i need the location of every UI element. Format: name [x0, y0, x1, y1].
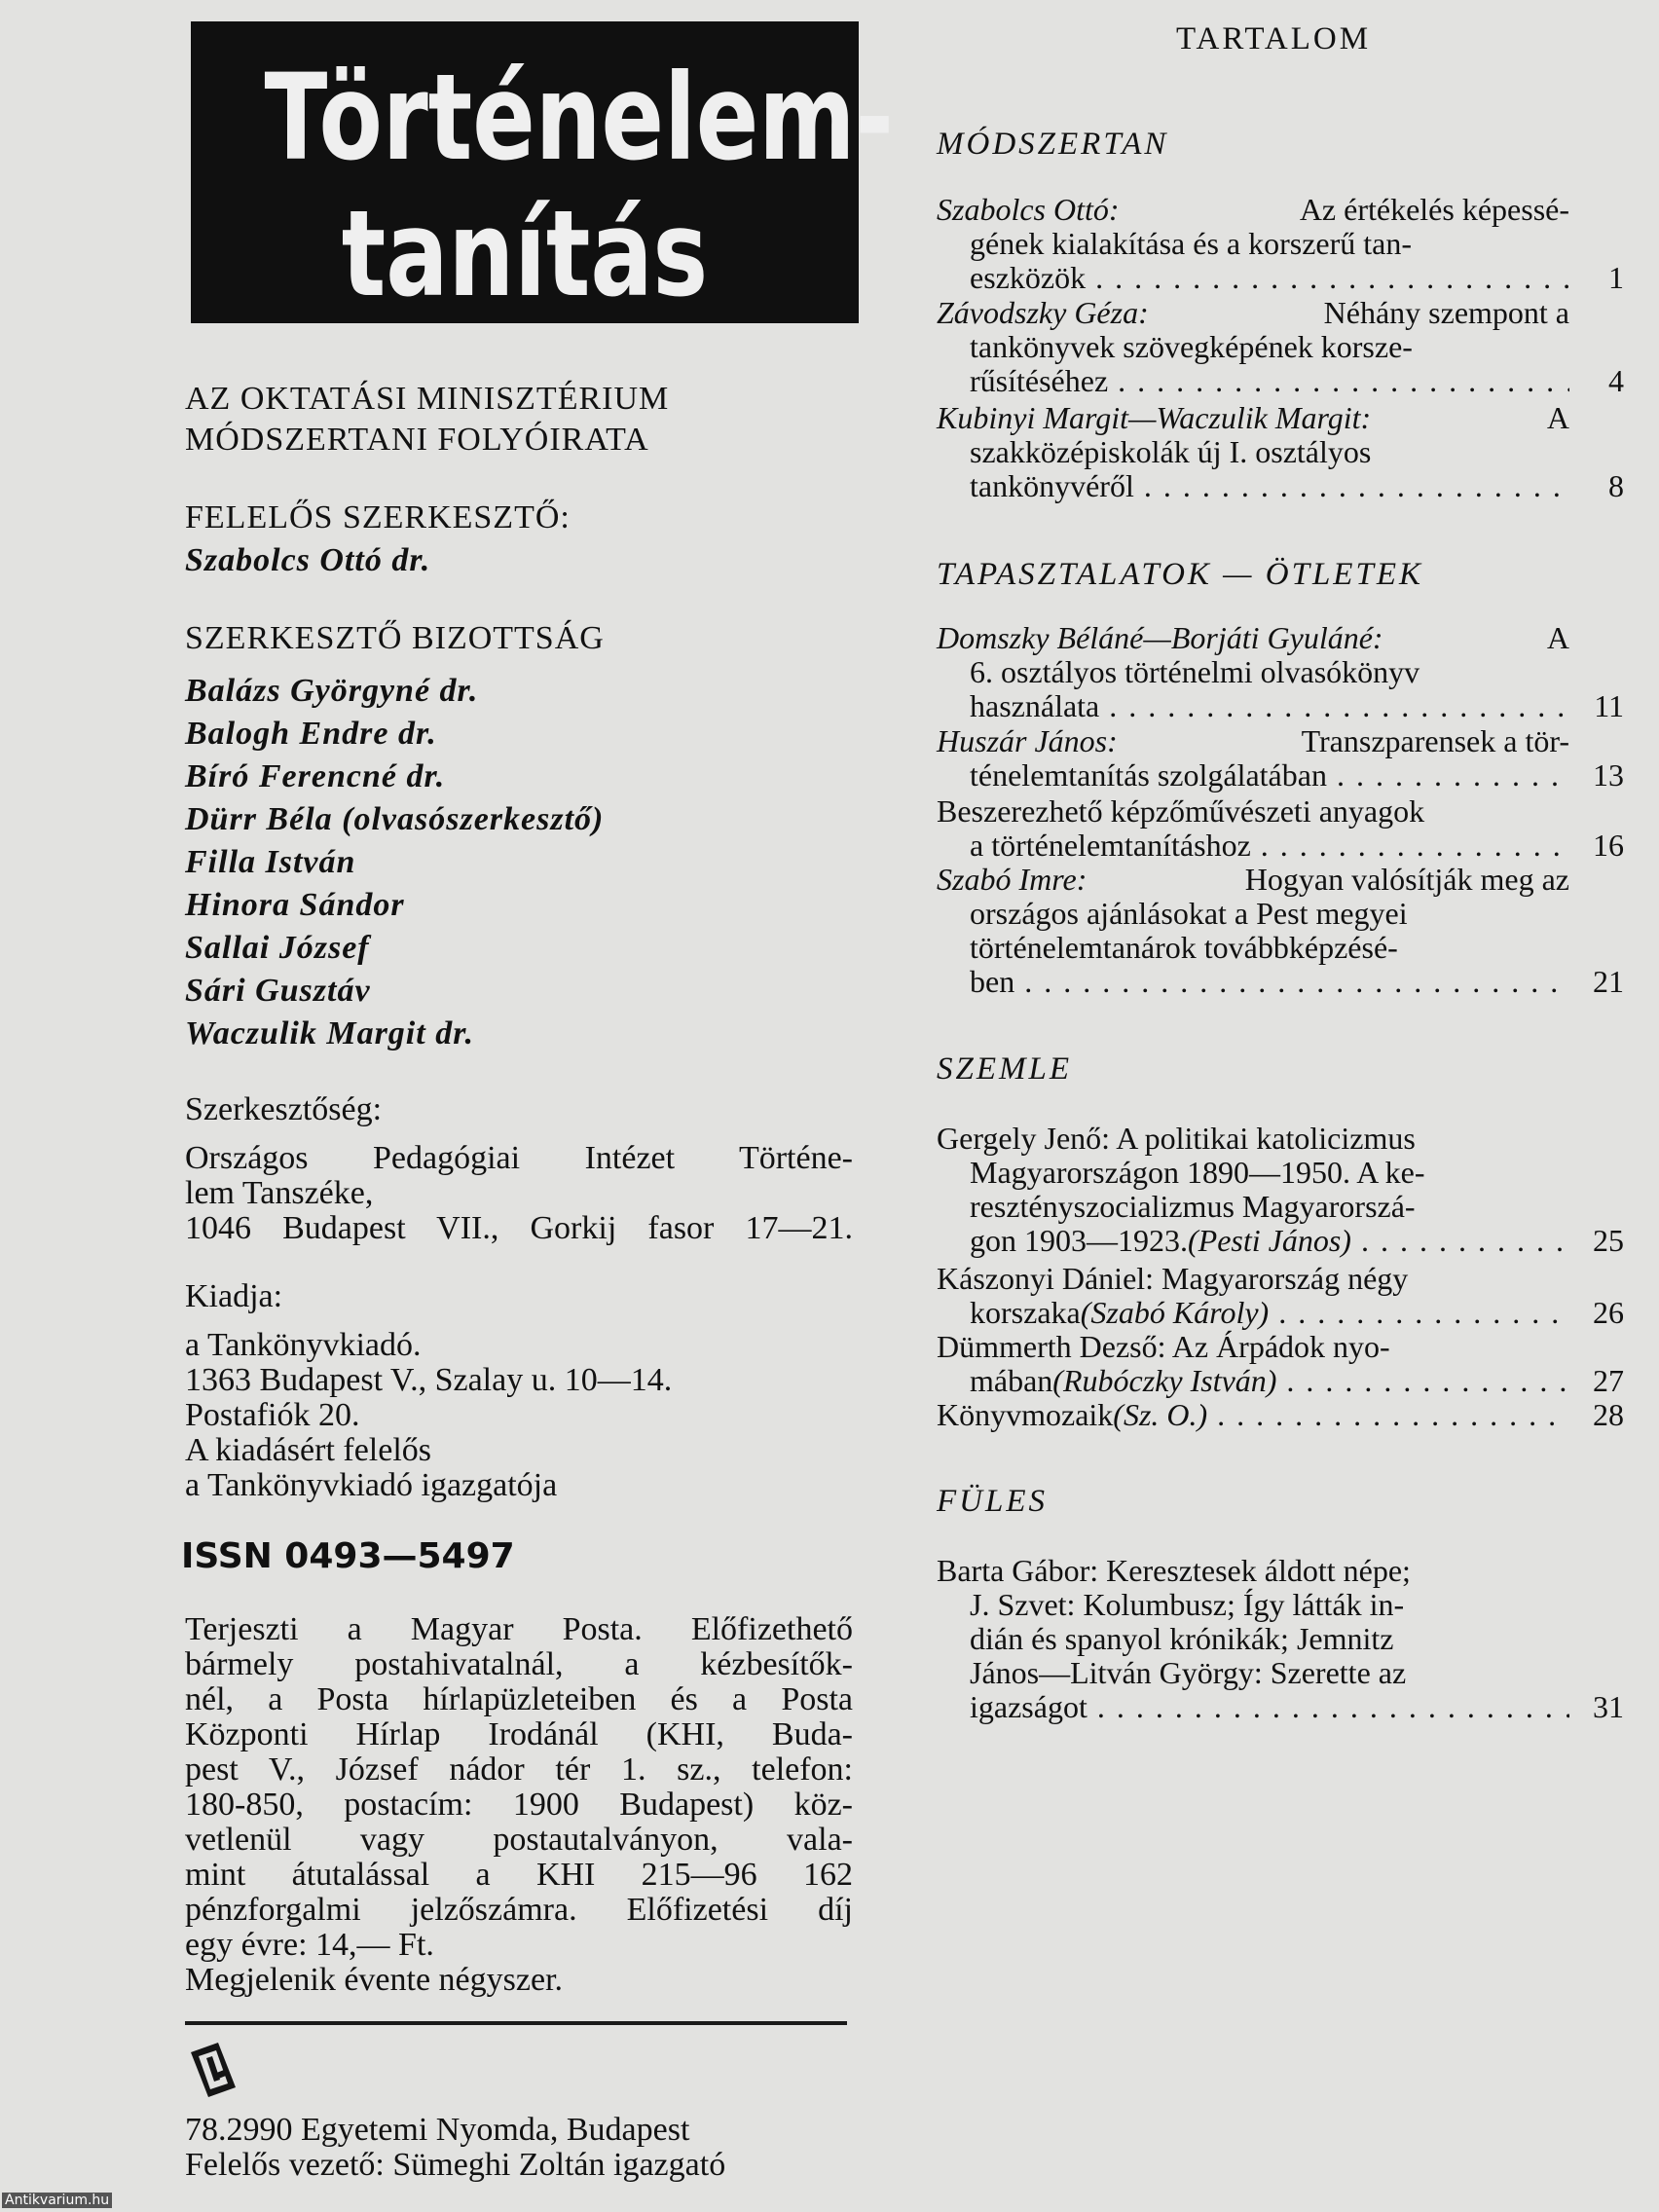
toc-title-text: J. Szvet: Kolumbusz; Így látták in-	[970, 1587, 1405, 1622]
issuer-line: 1363 Budapest V., Szalay u. 10—14.	[185, 1362, 673, 1398]
distribution-line: mint átutalással a KHI 215—96 162	[185, 1857, 853, 1893]
board-heading: SZERKESZTŐ BIZOTTSÁG	[185, 620, 605, 656]
toc-title: TARTALOM	[1176, 21, 1372, 56]
toc-title-text: történelemtanárok továbbképzésé-	[970, 930, 1398, 965]
toc-title-text: Transzparensek a tör-	[1301, 723, 1569, 758]
toc-title-text: szakközépiskolák új I. osztályos	[970, 434, 1372, 469]
toc-page-number: 4	[1608, 363, 1624, 398]
board-member: Hinora Sándor	[185, 887, 405, 923]
editor-name: Szabolcs Ottó dr.	[185, 542, 431, 578]
toc-title-text: gének kialakítása és a korszerű tan-	[970, 226, 1413, 261]
toc-title-text: dián és spanyol krónikák; Jemnitz	[970, 1621, 1394, 1656]
distribution-line: bármely postahivatalnál, a kézbesítők-	[185, 1646, 853, 1682]
toc-page-number: 11	[1594, 688, 1624, 723]
board-member: Dürr Béla (olvasószerkesztő)	[185, 801, 605, 837]
leader-dots	[1014, 965, 1569, 999]
toc-title-text: Könyvmozaik	[937, 1397, 1114, 1432]
toc-title-text: korszaka	[970, 1295, 1081, 1330]
toc-title-text: Néhány szempont a	[1323, 295, 1569, 330]
distribution-line: Központi Hírlap Irodánál (KHI, Buda-	[185, 1716, 853, 1752]
toc-title-text: Barta Gábor: Keresztesek áldott népe;	[937, 1553, 1411, 1588]
toc-author: Huszár János:	[937, 723, 1118, 758]
toc-entry	[937, 192, 1624, 295]
section-heading-modszertan: MÓDSZERTAN	[937, 127, 1169, 162]
toc-title-text: tankönyvéről	[970, 468, 1134, 503]
toc-author: Szabó Imre:	[937, 862, 1088, 897]
leader-dots	[1327, 758, 1569, 793]
section-heading-fules: FÜLES	[937, 1484, 1048, 1519]
toc-title-text: a történelemtanításhoz	[970, 828, 1251, 863]
distribution-line: Megjelenik évente négyszer.	[185, 1962, 564, 1998]
office-line: 1046 Budapest VII., Gorkij fasor 17—21.	[185, 1210, 853, 1246]
distribution-line: nél, a Posta hírlapüzleteiben és a Posta	[185, 1681, 853, 1717]
toc-author: Domszky Béláné—Borjáti Gyuláné:	[937, 620, 1383, 655]
org-line-2: MÓDSZERTANI FOLYÓIRATA	[185, 422, 649, 458]
leader-dots	[1108, 364, 1569, 398]
toc-page-number: 27	[1593, 1363, 1624, 1398]
toc-page-number: 21	[1593, 964, 1624, 999]
toc-page-number: 28	[1593, 1397, 1624, 1432]
leader-dots	[1351, 1224, 1569, 1258]
office-heading: Szerkesztőség:	[185, 1091, 383, 1127]
leader-dots	[1207, 1398, 1569, 1432]
toc-title-text: Hogyan valósítják meg az	[1244, 862, 1569, 897]
toc-title-text: A	[1546, 620, 1569, 655]
toc-reviewer: (Szabó Károly)	[1080, 1295, 1270, 1330]
toc-title-text: Beszerezhető képzőművészeti anyagok	[937, 793, 1425, 829]
toc-reviewer: (Sz. O.)	[1113, 1397, 1208, 1432]
board-member: Waczulik Margit dr.	[185, 1015, 475, 1051]
leader-dots	[1269, 1296, 1569, 1330]
watermark: Antikvarium.hu	[2, 2193, 112, 2208]
distribution-line: Terjeszti a Magyar Posta. Előfizethető	[185, 1611, 853, 1647]
toc-title-text: A	[1546, 400, 1569, 435]
divider-rule	[185, 2021, 847, 2025]
toc-title-text: eszközök	[970, 260, 1087, 295]
issuer-line: a Tankönyvkiadó igazgatója	[185, 1467, 558, 1503]
editor-heading: FELELŐS SZERKESZTŐ:	[185, 499, 571, 535]
toc-title-text: Dümmerth Dezső: Az Árpádok nyo-	[937, 1329, 1390, 1364]
toc-page-number: 26	[1593, 1295, 1624, 1330]
toc-title-text: mában	[970, 1363, 1053, 1398]
issuer-line: Postafiók 20.	[185, 1397, 360, 1433]
toc-title-text: ténelemtanítás szolgálatában	[970, 757, 1327, 793]
masthead-title-line-2: tanítás	[341, 185, 709, 323]
toc-author: Závodszky Géza:	[937, 295, 1149, 330]
distribution-line: pénzforgalmi jelzőszámra. Előfizetési díj	[185, 1892, 853, 1928]
leader-dots	[1251, 829, 1569, 863]
toc-title-text: 6. osztályos történelmi olvasókönyv	[970, 654, 1420, 689]
section-heading-szemle: SZEMLE	[937, 1051, 1073, 1087]
issn-number: ISSN 0493—5497	[181, 1536, 515, 1576]
section-heading-tapasztalatok: TAPASZTALATOK — ÖTLETEK	[937, 557, 1423, 592]
leader-dots	[1276, 1364, 1569, 1398]
distribution-line: pest V., József nádor tér 1. sz., telefon:	[185, 1751, 853, 1788]
issuer-line: a Tankönyvkiadó.	[185, 1327, 422, 1363]
toc-title-text: Gergely Jenő: A politikai katolicizmus	[937, 1121, 1416, 1156]
board-member: Bíró Ferencné dr.	[185, 758, 446, 794]
distribution-line: 180-850, postacím: 1900 Budapest) köz-	[185, 1787, 853, 1823]
toc-entry	[937, 1261, 1624, 1330]
toc-page-number: 8	[1608, 468, 1624, 503]
board-member: Sári Gusztáv	[185, 973, 371, 1009]
toc-entry	[937, 400, 1624, 503]
distribution-line: egy évre: 14,— Ft.	[185, 1927, 434, 1963]
leader-dots	[1099, 689, 1569, 723]
office-line: lem Tanszéke,	[185, 1175, 374, 1211]
toc-title-text: rűsítéséhez	[970, 363, 1109, 398]
board-member: Sallai József	[185, 930, 370, 966]
board-member: Balogh Endre dr.	[185, 716, 437, 752]
toc-entry	[937, 862, 1624, 999]
toc-page-number: 13	[1593, 757, 1624, 793]
toc-author: Szabolcs Ottó:	[937, 192, 1120, 227]
toc-reviewer: (Rubóczky István)	[1052, 1363, 1277, 1398]
board-member: Filla István	[185, 844, 356, 880]
toc-entry	[937, 793, 1624, 863]
toc-title-text: Kászonyi Dániel: Magyarország négy	[937, 1261, 1409, 1296]
leader-dots	[1134, 469, 1569, 503]
toc-title-text: Az értékelés képessé-	[1299, 192, 1569, 227]
toc-title-text: gon 1903—1923.	[970, 1223, 1188, 1258]
toc-page-number: 16	[1593, 828, 1624, 863]
toc-entry	[937, 1397, 1624, 1432]
publisher-logo-icon	[185, 2039, 243, 2099]
toc-page-number: 25	[1593, 1223, 1624, 1258]
issuer-line: A kiadásért felelős	[185, 1432, 432, 1468]
toc-page-number: 31	[1593, 1689, 1624, 1724]
office-line: Országos Pedagógiai Intézet Történe-	[185, 1140, 853, 1176]
toc-title-text: resztényszocializmus Magyarorszá-	[970, 1189, 1416, 1224]
toc-page-number: 1	[1608, 260, 1624, 295]
toc-entry	[937, 1121, 1624, 1258]
leader-dots	[1088, 1690, 1569, 1724]
toc-entry	[937, 295, 1624, 398]
masthead-block	[191, 21, 894, 323]
printer-line: 78.2990 Egyetemi Nyomda, Budapest	[185, 2112, 690, 2148]
toc-title-text: Magyarországon 1890—1950. A ke-	[970, 1155, 1425, 1190]
toc-reviewer: (Pesti János)	[1188, 1223, 1351, 1258]
toc-title-text: tankönyvek szövegképének korsze-	[970, 329, 1413, 364]
issuer-heading: Kiadja:	[185, 1278, 283, 1314]
org-line-1: AZ OKTATÁSI MINISZTÉRIUM	[185, 381, 670, 417]
toc-title-text: ben	[970, 964, 1015, 999]
masthead-title-line-1: Történelem-	[264, 49, 894, 187]
toc-entry	[937, 1553, 1624, 1724]
toc-title-text: használata	[970, 688, 1100, 723]
board-member: Balázs Györgyné dr.	[185, 673, 479, 709]
toc-entry	[937, 620, 1624, 723]
toc-title-text: igazságot	[970, 1689, 1088, 1724]
distribution-line: vetlenül vagy postautalványon, vala-	[185, 1822, 853, 1858]
printer-line: Felelős vezető: Sümeghi Zoltán igazgató	[185, 2147, 726, 2183]
toc-title-text: János—Litván György: Szerette az	[970, 1655, 1407, 1690]
toc-author: Kubinyi Margit—Waczulik Margit:	[937, 400, 1372, 435]
leader-dots	[1086, 261, 1569, 295]
toc-entry	[937, 723, 1624, 793]
toc-entry	[937, 1329, 1624, 1398]
toc-title-text: országos ajánlásokat a Pest megyei	[970, 896, 1408, 931]
